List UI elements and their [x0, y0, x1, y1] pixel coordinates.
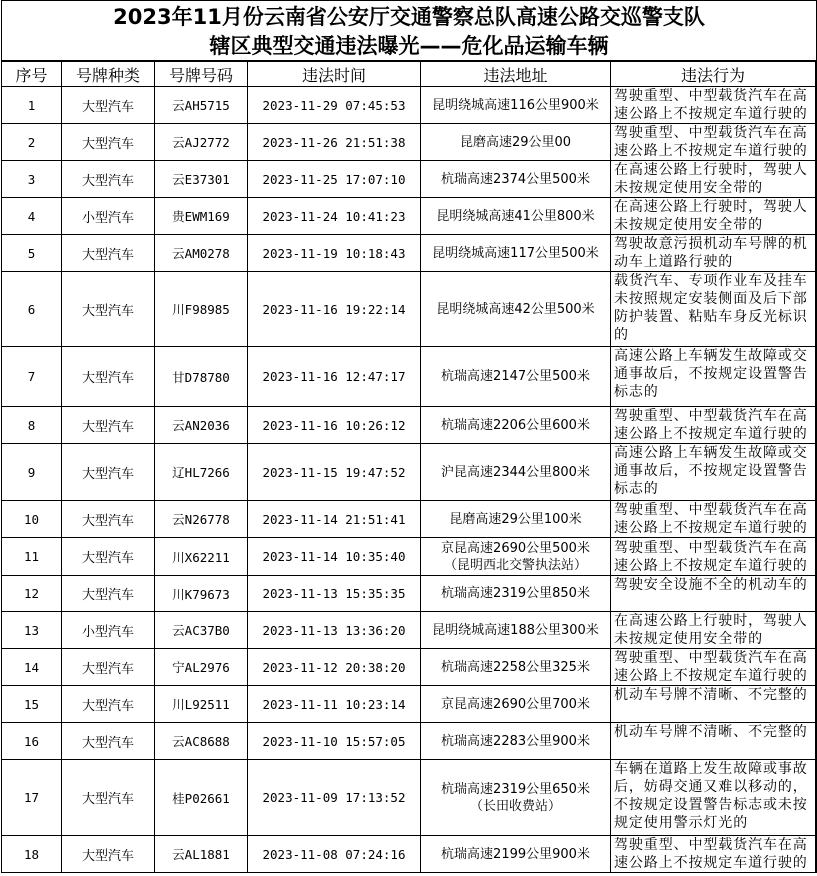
- cell-plate-number: 甘D78780: [155, 347, 248, 407]
- cell-time: 2023-11-14 21:51:41: [248, 501, 421, 538]
- cell-location: [421, 235, 611, 272]
- cell-location: [421, 760, 611, 836]
- cell-plate-type: 大型汽车: [62, 444, 155, 501]
- table-row: [2, 576, 816, 612]
- cell-time: 2023-11-26 21:51:38: [248, 124, 421, 161]
- table-row: [2, 161, 816, 198]
- location-line-1: 杭瑞高速2374公里500米: [441, 171, 590, 187]
- cell-plate-type: 大型汽车: [62, 347, 155, 407]
- cell-plate-type: 小型汽车: [62, 198, 155, 235]
- cell-location: [421, 612, 611, 649]
- cell-plate-type: 小型汽车: [62, 612, 155, 649]
- cell-behavior: 在高速公路上行驶时，驾驶人未按规定使用安全带的: [611, 198, 816, 235]
- cell-plate-number: 云AL1881: [155, 836, 248, 873]
- cell-behavior: 驾驶重型、中型载货汽车在高速公路上不按规定车道行驶的: [611, 649, 816, 686]
- cell-index: 7: [2, 347, 62, 407]
- cell-plate-type: 大型汽车: [62, 501, 155, 538]
- cell-plate-type: 大型汽车: [62, 235, 155, 272]
- location-line-2: （昆明西北交警执法站）: [443, 557, 587, 573]
- cell-plate-number: 云AC37B0: [155, 612, 248, 649]
- cell-plate-number: 贵EWM169: [155, 198, 248, 235]
- cell-behavior: 驾驶故意污损机动车号牌的机动车上道路行驶的: [611, 235, 816, 272]
- cell-index: 17: [2, 760, 62, 836]
- cell-index: 2: [2, 124, 62, 161]
- cell-plate-number: 云E37301: [155, 161, 248, 198]
- cell-plate-type: 大型汽车: [62, 538, 155, 576]
- header-index: 序号: [2, 62, 62, 87]
- cell-plate-type: 大型汽车: [62, 87, 155, 124]
- table-header-row: [2, 62, 816, 87]
- table-row: [2, 501, 816, 538]
- table-row: [2, 198, 816, 235]
- cell-time: 2023-11-12 20:38:20: [248, 649, 421, 686]
- cell-plate-type: 大型汽车: [62, 760, 155, 836]
- cell-index: 9: [2, 444, 62, 501]
- table-row: [2, 272, 816, 347]
- cell-plate-number: 云N26778: [155, 501, 248, 538]
- cell-plate-type: 大型汽车: [62, 836, 155, 873]
- cell-time: 2023-11-15 19:47:52: [248, 444, 421, 501]
- location-line-1: 杭瑞高速2319公里650米: [441, 781, 590, 797]
- cell-plate-number: 云AM0278: [155, 235, 248, 272]
- cell-location: [421, 347, 611, 407]
- cell-plate-type: 大型汽车: [62, 272, 155, 347]
- cell-time: 2023-11-24 10:41:23: [248, 198, 421, 235]
- table-row: [2, 407, 816, 444]
- cell-index: 6: [2, 272, 62, 347]
- cell-behavior: 高速公路上车辆发生故障或交通事故后，不按规定设置警告标志的: [611, 444, 816, 501]
- cell-time: 2023-11-16 10:26:12: [248, 407, 421, 444]
- table-row: [2, 444, 816, 501]
- cell-location: [421, 538, 611, 576]
- header-behavior: 违法行为: [611, 62, 816, 87]
- cell-time: 2023-11-19 10:18:43: [248, 235, 421, 272]
- location-line-2: （长田收费站）: [469, 798, 561, 814]
- cell-location: [421, 444, 611, 501]
- table-row: [2, 649, 816, 686]
- location-line-1: 京昆高速2690公里700米: [441, 696, 590, 712]
- cell-behavior: 车辆在道路上发生故障或事故后，妨碍交通又难以移动的，不按规定设置警告标志或未按规定使用警示灯光的: [611, 760, 816, 836]
- header-plate-type: 号牌种类: [62, 62, 155, 87]
- cell-time: 2023-11-14 10:35:40: [248, 538, 421, 576]
- location-line-1: 京昆高速2690公里500米: [441, 540, 590, 556]
- table-row: [2, 723, 816, 760]
- location-line-1: 昆明绕城高速116公里900米: [432, 97, 599, 113]
- cell-time: 2023-11-11 10:23:14: [248, 686, 421, 723]
- table-row: [2, 87, 816, 124]
- cell-index: 16: [2, 723, 62, 760]
- cell-plate-number: 桂P02661: [155, 760, 248, 836]
- cell-time: 2023-11-25 17:07:10: [248, 161, 421, 198]
- cell-time: 2023-11-10 15:57:05: [248, 723, 421, 760]
- cell-time: 2023-11-29 07:45:53: [248, 87, 421, 124]
- table-row: [2, 124, 816, 161]
- cell-location: [421, 501, 611, 538]
- cell-index: 5: [2, 235, 62, 272]
- table-row: [2, 538, 816, 576]
- cell-plate-number: 川F98985: [155, 272, 248, 347]
- cell-plate-type: 大型汽车: [62, 576, 155, 612]
- location-line-1: 昆磨高速29公里100米: [449, 511, 582, 527]
- location-line-1: 杭瑞高速2199公里900米: [441, 846, 590, 862]
- cell-index: 14: [2, 649, 62, 686]
- location-line-1: 杭瑞高速2206公里600米: [441, 417, 590, 433]
- cell-behavior: 在高速公路上行驶时，驾驶人未按规定使用安全带的: [611, 612, 816, 649]
- table-row: [2, 347, 816, 407]
- cell-location: [421, 836, 611, 873]
- cell-index: 3: [2, 161, 62, 198]
- cell-plate-number: 云AH5715: [155, 87, 248, 124]
- cell-plate-type: 大型汽车: [62, 407, 155, 444]
- location-line-1: 沪昆高速2344公里800米: [441, 464, 590, 480]
- cell-location: [421, 576, 611, 612]
- location-line-1: 昆明绕城高速188公里300米: [432, 622, 599, 638]
- table-row: [2, 836, 816, 873]
- cell-behavior: 机动车号牌不清晰、不完整的: [611, 686, 816, 723]
- cell-behavior: 在高速公路上行驶时，驾驶人未按规定使用安全带的: [611, 161, 816, 198]
- cell-time: 2023-11-16 19:22:14: [248, 272, 421, 347]
- cell-time: 2023-11-16 12:47:17: [248, 347, 421, 407]
- cell-time: 2023-11-08 07:24:16: [248, 836, 421, 873]
- location-line-1: 杭瑞高速2283公里900米: [441, 733, 590, 749]
- cell-plate-number: 川L92511: [155, 686, 248, 723]
- cell-plate-number: 云AC8688: [155, 723, 248, 760]
- cell-time: 2023-11-13 13:36:20: [248, 612, 421, 649]
- cell-behavior: 驾驶重型、中型载货汽车在高速公路上不按规定车道行驶的: [611, 407, 816, 444]
- cell-index: 4: [2, 198, 62, 235]
- cell-plate-type: 大型汽车: [62, 161, 155, 198]
- spreadsheet: [1, 0, 817, 873]
- cell-location: [421, 124, 611, 161]
- location-line-1: 杭瑞高速2258公里325米: [441, 659, 590, 675]
- cell-index: 12: [2, 576, 62, 612]
- cell-location: [421, 198, 611, 235]
- header-time: 违法时间: [248, 62, 421, 87]
- cell-location: [421, 407, 611, 444]
- header-location: 违法地址: [421, 62, 611, 87]
- location-line-1: 昆明绕城高速42公里500米: [436, 301, 595, 317]
- cell-behavior: 驾驶重型、中型载货汽车在高速公路上不按规定车道行驶的: [611, 124, 816, 161]
- cell-behavior: 高速公路上车辆发生故障或交通事故后，不按规定设置警告标志的: [611, 347, 816, 407]
- location-line-1: 昆明绕城高速41公里800米: [436, 208, 595, 224]
- cell-plate-type: 大型汽车: [62, 723, 155, 760]
- cell-plate-type: 大型汽车: [62, 124, 155, 161]
- cell-behavior: 驾驶重型、中型载货汽车在高速公路上不按规定车道行驶的: [611, 836, 816, 873]
- location-line-1: 昆磨高速29公里00: [459, 134, 572, 150]
- cell-time: 2023-11-13 15:35:35: [248, 576, 421, 612]
- cell-plate-type: 大型汽车: [62, 686, 155, 723]
- cell-index: 11: [2, 538, 62, 576]
- cell-plate-type: 大型汽车: [62, 649, 155, 686]
- cell-location: [421, 723, 611, 760]
- cell-index: 13: [2, 612, 62, 649]
- cell-behavior: 驾驶重型、中型载货汽车在高速公路上不按规定车道行驶的: [611, 501, 816, 538]
- location-line-1: 昆明绕城高速117公里500米: [432, 245, 599, 261]
- cell-plate-number: 云AN2036: [155, 407, 248, 444]
- cell-index: 15: [2, 686, 62, 723]
- cell-behavior: 驾驶重型、中型载货汽车在高速公路上不按规定车道行驶的: [611, 538, 816, 576]
- cell-index: 8: [2, 407, 62, 444]
- cell-plate-number: 宁AL2976: [155, 649, 248, 686]
- cell-location: [421, 649, 611, 686]
- cell-index: 18: [2, 836, 62, 873]
- table-row: [2, 612, 816, 649]
- violations-table: [1, 61, 816, 873]
- table-row: [2, 686, 816, 723]
- cell-behavior: 载货汽车、专项作业车及挂车未按照规定安装侧面及后下部防护装置、粘贴车身反光标识的: [611, 272, 816, 347]
- title-line-1: 2023年11月份云南省公安厅交通警察总队高速公路交巡警支队: [113, 5, 705, 29]
- cell-index: 1: [2, 87, 62, 124]
- cell-location: [421, 161, 611, 198]
- location-line-1: 杭瑞高速2147公里500米: [441, 369, 590, 384]
- cell-behavior: 驾驶重型、中型载货汽车在高速公路上不按规定车道行驶的: [611, 87, 816, 124]
- cell-plate-number: 云AJ2772: [155, 124, 248, 161]
- cell-plate-number: 川X62211: [155, 538, 248, 576]
- cell-plate-number: 辽HL7266: [155, 444, 248, 501]
- location-line-1: 杭瑞高速2319公里850米: [441, 586, 590, 601]
- document-title: [2, 0, 816, 61]
- header-plate-number: 号牌号码: [155, 62, 248, 87]
- cell-plate-number: 川K79673: [155, 576, 248, 612]
- cell-behavior: 机动车号牌不清晰、不完整的: [611, 723, 816, 760]
- table-row: [2, 235, 816, 272]
- title-line-2: 辖区典型交通违法曝光——危化品运输车辆: [209, 34, 609, 58]
- cell-location: [421, 272, 611, 347]
- cell-location: [421, 686, 611, 723]
- table-row: [2, 760, 816, 836]
- cell-behavior: 驾驶安全设施不全的机动车的: [611, 576, 816, 612]
- cell-time: 2023-11-09 17:13:52: [248, 760, 421, 836]
- cell-location: [421, 87, 611, 124]
- cell-index: 10: [2, 501, 62, 538]
